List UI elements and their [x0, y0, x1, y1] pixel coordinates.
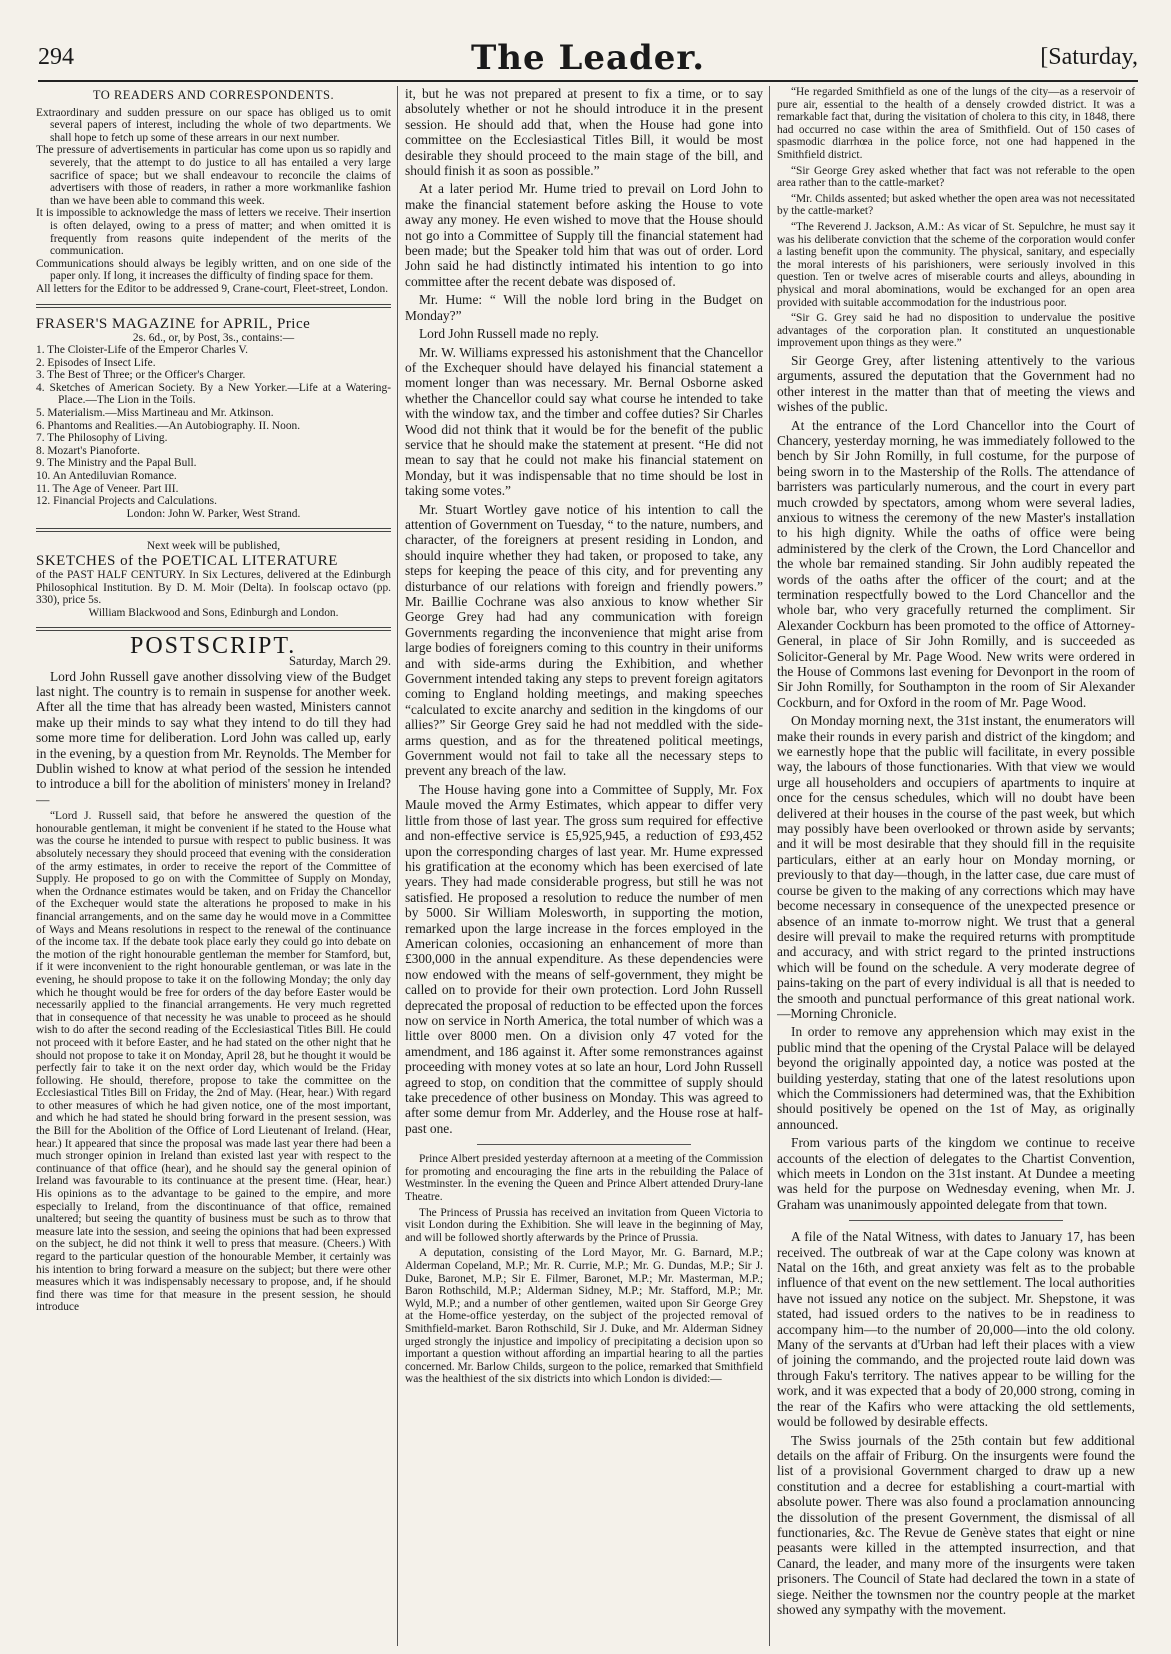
list-item: 3. The Best of Three; or the Officer's Charger.	[36, 369, 246, 382]
issue-day: [Saturday,	[1040, 44, 1138, 70]
notice-heading: TO READERS AND CORRESPONDENTS.	[92, 88, 335, 102]
notice-para: All letters for the Editor to be addressed 9, Crane-court, Fleet-street, London.	[36, 282, 389, 295]
notice-para: The pressure of advertisements in particular has come upon us so rapidly and severely, that the attempt to do justice to all has entailed a very large sacrifice of space; but we shall endeavour to reconcile the claims of advertisers with those of readers, in rather a more workmanlike fashion than we have been able to command this week.	[36, 144, 391, 207]
column-divider	[397, 86, 398, 1646]
list-item: 6. Phantoms and Realities.—An Autobiography. II. Noon.	[36, 419, 301, 432]
divider	[849, 1220, 1064, 1221]
sketches-ad-body: of the PAST HALF CENTURY. In Six Lectures, delivered at the Edinburgh Philosophical Institution. By D. M. Moir (Delta). In foolscap octavo (pp. 330), price 5s.	[36, 569, 391, 607]
fraser-ad-price: 2s. 6d., or, by Post, 3s., contains:—	[132, 331, 295, 344]
article-para: Mr. Hume: “ Will the noble lord bring in the Budget on Monday?”	[405, 292, 763, 323]
divider	[36, 627, 391, 631]
list-item: 7. The Philosophy of Living.	[36, 432, 168, 445]
article-quote: “Sir G. Grey said he had no disposition to undervalue the positive advantages of the corporation plan. It constituted an unquestionable improvement upon things as they were.”	[777, 312, 1135, 350]
notice-para: It is impossible to acknowledge the mass of letters we receive. Their insertion is often delayed, owing to a press of matter; and when omitted it is frequently from reasons quite independent of the merits of the communication.	[36, 207, 391, 258]
sketches-publisher: William Blackwood and Sons, Edinburgh and London.	[88, 606, 339, 619]
list-item: 9. The Ministry and the Papal Bull.	[36, 457, 197, 470]
article-para: From various parts of the kingdom we continue to receive accounts of the election of delegates to the Chartist Convention, which meets in London on the 31st instant. At Dundee a meeting was held for the purpose on Wednesday evening, when Mr. J. Graham was unanimously appointed delegate from that town.	[777, 1135, 1135, 1212]
column-3	[777, 86, 1135, 1646]
fraser-contents-list	[36, 344, 391, 508]
article-para: Lord John Russell made no reply.	[419, 326, 599, 342]
list-item: 4. Sketches of American Society. By a New Yorker.—Life at a Watering-Place.—The Lion in the Toils.	[36, 381, 391, 407]
article-quote: “Sir George Grey asked whether that fact was not referable to the open area rather than to the cattle-market?	[777, 164, 1135, 190]
divider	[36, 304, 391, 308]
sketches-ad-title: SKETCHES of the POETICAL LITERATURE	[36, 553, 338, 569]
article-para: The House having gone into a Committee of Supply, Mr. Fox Maule moved the Army Estimates, which appear to differ very little from those of last year. The gross sum required for effective and non-effective service is £5,925,945, a reduction of £93,452 upon the corresponding charges of last year. Mr. Hume expressed his gratification at the economy which has been exercised of late years. They had made considerable progress, but still he was not satisfied. He proposed a resolution to reduce the number of men by 5000. Sir William Molesworth, in supporting the motion, remarked upon the large increase in the forces employed in the American colonies, occasioning an enhancement of more than £300,000 in the annual expenditure. As these dependencies were now endowed with the means of self-government, they might be called on to provide for their own protection. Lord John Russell deprecated the proposal of reduction to be effected upon the forces now on service in North America, the total number of which was a little over 8000 men. On a division only 47 voted for the amendment, and 186 against it. After some remonstrances against proceeding with money votes at so late an hour, Lord John Russell agreed to stop, on condition that the committee of supply should take precedence of other business on Monday. This was agreed to after some demur from Mr. Adderley, and the House rose at half-past one.	[405, 781, 763, 1136]
list-item: 11. The Age of Veneer. Part III.	[36, 482, 179, 495]
article-quote: “He regarded Smithfield as one of the lungs of the city—as a reservoir of pure air, essential to the health of a densely crowded district. It was a remarkable fact that, during the visitation of cholera to this city, in 1848, there had occurred no case within the area of Smithfield. Out of 150 cases of spasmodic diarrhœa in the police force, not one had happened in the Smithfield district.	[777, 86, 1135, 161]
masthead-rule	[38, 80, 1138, 82]
notice-para: Extraordinary and sudden pressure on our space has obliged us to omit several papers of interest, including the whole of two departments. We shall hope to fetch up some of these arrears in our next number.	[36, 106, 391, 144]
article-quote: “Lord J. Russell said, that before he answered the question of the honourable gentleman, it might be convenient if he stated to the House what was the course he intended to pursue with respect to public business. It was absolutely necessary they should proceed that evening with the consideration of the army estimates, in order to receive the report of the Committee of Supply. He proposed to go on with the Committee of Supply on Monday, when the Ordnance estimates would be taken, and on Friday the Chancellor of the Exchequer would state the alterations he proposed to make in his financial arrangements, and on the same day he would move in a Committee of Ways and Means resolutions in respect to the renewal of the continuance of the income tax. If the debate took place early they could go into debate on the motion of the right honourable gentleman the member for Stamford, but, if it were inconvenient to the right honourable gentleman, or was late in the evening, he should propose to take it on the following Monday; the only day which he thought would be free for orders of the day before Easter would be necessarily applied to the financial arrangements. He very much regretted that in consequence of that necessity he was unable to proceed as he should wish to do after the second reading of the Ecclesiastical Titles Bill. He could not proceed with it before Easter, and he had stated on the other night that he should not propose to take it on Monday, April 28, but he thought it would be perfectly fair to take it on the next order day, which would be the Friday following. He should, therefore, propose to take the committee on the Ecclesiastical Titles Bill on Friday, the 2nd of May. (Hear, hear.) With regard to other measures of which he had given notice, one of the most important, and which he had stated he should bring forward in the present session, was the Bill for the Abolition of the Office of Lord Lieutenant of Ireland. (Hear, hear.) It appeared that since the proposal was made last year there had been a much stronger opinion in Ireland than existed last year with respect to the continuance of that office (hear), and he should say the general opinion of Ireland was favourable to its continuance at the present time. (Hear, hear.) His opinions as to the advantage to be gained to the empire, and more especially to Ireland, from the discontinuance of that office, remained unaltered; but seeing the quantity of business must be such as to throw that measure late into the session, and seeing the opinions that had been expressed on the subject, he did not think it well to press that measure. (Cheers.) With regard to the particular question of the honourable Member, it certainly was his intention to bring forward a measure on the subject; but there were other measures which it was indispensably necessary to propose, and, if he should find there was time for that measure in the present session, he should introduce	[36, 810, 391, 1314]
fraser-publisher: London: John W. Parker, West Strand.	[126, 507, 301, 520]
article-para: In order to remove any apprehension which may exist in the public mind that the opening of the Crystal Palace will be delayed beyond the originally appointed day, a notice was posted at the building yesterday, stating that one of the latest resolutions upon which the Commissioners had determined was, that the Exhibition should positively be opened on the 1st of May, as originally announced.	[777, 1024, 1135, 1132]
news-item: The Princess of Prussia has received an invitation from Queen Victoria to visit London during the Exhibition. She will leave in the beginning of May, and will be followed shortly afterwards by the Prince of Prussia.	[405, 1206, 763, 1244]
article-quote: it, but he was not prepared at present to fix a time, or to say absolutely whether or not he should introduce it in the present session. He should add that, when the House had gone into committee on the Ecclesiastical Titles Bill, it would be most desirable they should proceed to the main stage of the bill, and should finish it as soon as possible.”	[405, 86, 763, 179]
article-para: Mr. Stuart Wortley gave notice of his intention to call the attention of Government on Tuesday, “ to the nature, numbers, and character, of the foreigners at present residing in London, and should inquire whether they had taken, or proposed to take, any steps for keeping the peace of this city, and for preventing any disturbance of our relations with foreign and friendly powers.” Mr. Baillie Cochrane was also anxious to know whether Sir George Grey had had any communication with foreign Governments regarding the inconvenience that might arise from large bodies of foreigners coming to this country in their uniforms and with side-arms during the Exhibition, and whether Government intended taking any steps to prevent foreign agitators coming to England holding meetings, and making speeches “calculated to excite anarchy and sedition in the kingdoms of our allies?” Sir George Grey said he had not meddled with the side-arms question, and as for the threatened political meetings, Government would not fail to take all the necessary steps to prevent any breach of the law.	[405, 501, 763, 779]
page-number: 294	[38, 44, 74, 70]
divider	[36, 528, 391, 532]
article-para: At the entrance of the Lord Chancellor into the Court of Chancery, yesterday morning, he was immediately followed to the bench by Sir John Romilly, in full costume, for the purpose of being sworn in to the Mastership of the Rolls. The attendance of barristers was particularly numerous, and the court in every part much crowded by spectators, among whom were several ladies, anxious to witness the ceremony of the new Master's installation to his high dignity. While the oaths of office were being administered by the clerk of the Crown, the Lord Chancellor and the whole bar remained standing. Sir John audibly repeated the words of the oaths after the officer of the court; and at the termination respectfully bowed to the Lord Chancellor and the whole bar, who very gracefully returned the compliment. Sir Alexander Cockburn has been promoted to the office of Attorney-General, in place of Sir John Romilly, and is succeeded as Solicitor-General by Mr. Page Wood. New writs were ordered in the House of Commons last evening for Devonport in the room of Sir John Romilly, for Southampton in the room of Sir Alexander Cockburn, and for Oxford in the room of Mr. Page Wood.	[777, 417, 1135, 710]
article-para: Sir George Grey, after listening attentively to the various arguments, assured the deputation that the Government had no other interest in the matter than that of meeting the views and wishes of the public.	[777, 352, 1135, 415]
article-para: Mr. W. Williams expressed his astonishment that the Chancellor of the Exchequer should have delayed his financial statement a moment longer than was necessary. Mr. Bernal Osborne asked whether the Chancellor could say what course he intended to take with the window tax, and the timber and coffee duties? Sir Charles Wood did not think that it would be for the benefit of the public service that he should make the statement at present. “He did not mean to say that he could not make his financial statement on Monday, but it was indispensable that no time should be lost in taking some votes.”	[405, 344, 763, 499]
news-item: The Swiss journals of the 25th contain but few additional details on the affair of Friburg. On the insurgents were found the list of a provisional Government charged to draw up a new constitution and a decree for establishing a court-martial with absolute power. There was also found a proclamation announcing the dissolution of the present Government, the dismissal of all functionaries, &c. The Revue de Genève states that eight or nine peasants were killed in the attempted insurrection, and that Canard, the leader, and many more of the insurgents were taken prisoners. The Council of State had declared the town in a state of siege. Neither the townsmen nor the country people at the market showed any sympathy with the movement.	[777, 1432, 1135, 1617]
list-item: 12. Financial Projects and Calculations.	[36, 495, 217, 508]
article-para: On Monday morning next, the 31st instant, the enumerators will make their rounds in every parish and district of the kingdom; and we earnestly hope that the public will facilitate, in every possible way, the labours of those functionaries. With that view we would urge all householders and occupiers of apartments to inquire at once for the census schedules, which will no doubt have been delivered at their houses in the course of the past week, but which may possibly have been overlooked or thrown aside by servants; and it will be most desirable that they should fill in the requisite particulars, either at an early hour on Monday morning, or previously to that day—though, in the latter case, due care must of course be given to the making of any corrections which may have become necessary in consequence of the unexpected presence or absence of an inmate to-morrow night. We trust that a general desire will prevail to make the required returns with promptitude and accuracy, and with strict regard to the printed instructions which will be found on the schedule. A very moderate degree of pains-taking on the part of every individual is all that is needed to the smooth and punctual performance of this great national work.—Morning Chronicle.	[777, 713, 1135, 1021]
notice-para: Communications should always be legibly written, and on one side of the paper only. If long, it increases the difficulty of finding space for them.	[36, 257, 391, 283]
column-divider	[769, 86, 770, 1646]
list-item: 5. Materialism.—Miss Martineau and Mr. Atkinson.	[36, 407, 274, 420]
list-item: 1. The Cloister-Life of the Emperor Charles V.	[36, 344, 249, 357]
column-2	[405, 86, 763, 1646]
list-item: 8. Mozart's Pianoforte.	[36, 444, 140, 457]
column-1	[36, 86, 391, 1646]
article-quote: “Mr. Childs assented; but asked whether the open area was not necessitated by the cattle-market?	[777, 192, 1135, 218]
news-item: Prince Albert presided yesterday afternoon at a meeting of the Commission for promoting and encouraging the fine arts in the rebuilding the Palace of Westminster. In the evening the Queen and Prince Albert attended Drury-lane Theatre.	[405, 1153, 763, 1203]
list-item: 10. An Antediluvian Romance.	[36, 470, 177, 483]
article-para: Lord John Russell gave another dissolving view of the Budget last night. The country is to remain in suspense for another week. After all the time that has already been wasted, Ministers cannot make up their minds to say what they intend to do till they had some more time for deliberation. Lord John was called up, early in the evening, by a question from Mr. Reynolds. The Member for Dublin wished to know at what period of the session he intended to introduce a bill for the abolition of ministers' money in Ireland?—	[36, 668, 391, 807]
news-item: A file of the Natal Witness, with dates to January 17, has been received. The outbreak of war at the Cape colony was known at Natal on the 16th, and great anxiety was felt as to the probable influence of that event on the new settlement. The local authorities have not issued any notice on the subject. Mr. Shepstone, it was stated, had issued orders to the natives to be in readiness to accompany him—to the number of 20,000—into the old colony. Many of the servants at d'Urban had left their places with a view of joining the commando, and the projected route laid down was through Faku's territory. The natives appear to be willing for the work, and it was expected that a body of 20,000 strong, coming in the rear of the Kafirs who were attacking the old settlements, would be followed by desirable effects.	[777, 1229, 1135, 1430]
fraser-ad-title: FRASER'S MAGAZINE for APRIL, Price	[36, 315, 311, 332]
article-quote: “The Reverend J. Jackson, A.M.: As vicar of St. Sepulchre, he must say it was his deliberate conviction that the scheme of the corporation would confer a lasting benefit upon the community. The physical, sanitary, and especially the moral interests of his parishioners, were seriously involved in this question. Ten or twelve acres of miserable courts and alleys, abounding in physical and moral abominations, would be exchanged for an open area provided with suitable accommodation for the industrious poor.	[777, 220, 1135, 309]
list-item: 2. Episodes of Insect Life.	[36, 356, 156, 369]
postscript-date: Saturday, March 29.	[288, 653, 391, 668]
notice-section	[36, 107, 391, 296]
divider	[477, 1144, 692, 1145]
news-item: A deputation, consisting of the Lord Mayor, Mr. G. Barnard, M.P.; Alderman Copeland, M.P.; Mr. R. Currie, M.P.; Mr. G. Dundas, M.P.; Sir J. Duke, Baronet, M.P.; Sir E. Filmer, Baronet, M.P.; Mr. Masterman, M.P.; Baron Rothschild, M.P.; Alderman Sidney, M.P.; Mr. Stafford, M.P.; Mr. Wyld, M.P.; and a number of other gentlemen, waited upon Sir George Grey at the Home-office yesterday, on the subject of the projected removal of Smithfield-market. Baron Rothschild, Sir J. Duke, and Mr. Alderman Sidney urged strongly the injustice and impolicy of precipitating a decision upon so important a question without affording an impartial hearing to all the parties concerned. Mr. Barlow Childs, surgeon to the police, remarked that Smithfield was the healthiest of the six districts into which London is divided:—	[405, 1247, 763, 1386]
newspaper-title: The Leader.	[470, 38, 706, 78]
next-week-notice: Next week will be published,	[146, 540, 281, 553]
postscript-title: POSTSCRIPT.	[130, 633, 297, 660]
article-para: At a later period Mr. Hume tried to prevail on Lord John to make the financial statement before asking the House to vote away any money. He even wished to move that the House should not go into a Committee of Supply till the financial statement had been made; but the Speaker told him that was out of order. Lord John said he had distinctly intimated his intention to go into committee after the recent debate was disposed of.	[405, 181, 763, 289]
